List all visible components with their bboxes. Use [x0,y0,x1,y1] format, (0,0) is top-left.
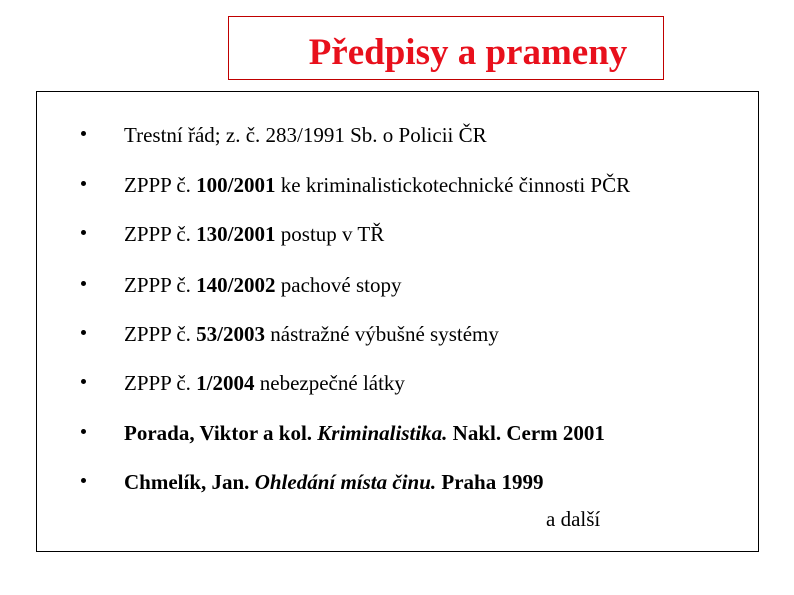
item-text [124,321,499,347]
list-item [37,221,737,251]
list-item [37,420,737,450]
regulation-number: 53/2003 [196,322,266,346]
bullet-icon [81,429,86,434]
bullet-icon [81,181,86,186]
regulation-number: 140/2002 [196,273,276,297]
bullet-icon [81,131,86,136]
item-text [124,172,630,198]
bullet-icon [81,379,86,384]
bullet-icon [81,281,86,286]
item-text [124,420,605,446]
item-text-prefix: ZPPP č. [124,322,197,346]
list-item [37,469,737,499]
book-title: Kriminalistika. [317,421,448,445]
regulation-number: 1/2004 [196,371,255,395]
item-text [124,122,487,148]
more-note: a další [546,507,601,531]
list-item [37,122,737,152]
item-text-prefix: ZPPP č. [124,173,197,197]
list-item [37,370,737,400]
title-box [228,16,664,80]
item-text [124,272,402,298]
slide-title: Předpisy a prameny [308,32,628,73]
list-item [37,321,737,351]
regulation-number: 100/2001 [196,173,276,197]
item-text-suffix: nebezpečné látky [254,371,405,395]
item-text-suffix: nástražné výbušné systémy [265,322,499,346]
bullet-icon [81,230,86,235]
book-publisher: Nakl. Cerm 2001 [447,421,605,445]
item-text-suffix: pachové stopy [275,273,402,297]
item-text-prefix: ZPPP č. [124,222,197,246]
item-text-main: Trestní řád; z. č. 283/1991 Sb. o Policii ČR [124,123,487,147]
content-box [36,91,759,552]
item-text [124,221,384,247]
item-text [124,469,543,495]
item-text [124,370,405,396]
item-text-suffix: postup v TŘ [275,222,385,246]
regulation-number: 130/2001 [196,222,276,246]
book-title: Ohledání místa činu. [254,470,437,494]
book-author: Chmelík, Jan. [124,470,255,494]
item-text-suffix: ke kriminalistickotechnické činnosti PČR [275,173,631,197]
item-text-prefix: ZPPP č. [124,371,197,395]
book-publisher: Praha 1999 [436,470,544,494]
book-author: Porada, Viktor a kol. [124,421,318,445]
item-text-prefix: ZPPP č. [124,273,197,297]
list-item [37,172,737,202]
list-item [37,272,737,302]
bullet-icon [81,478,86,483]
bullet-icon [81,330,86,335]
